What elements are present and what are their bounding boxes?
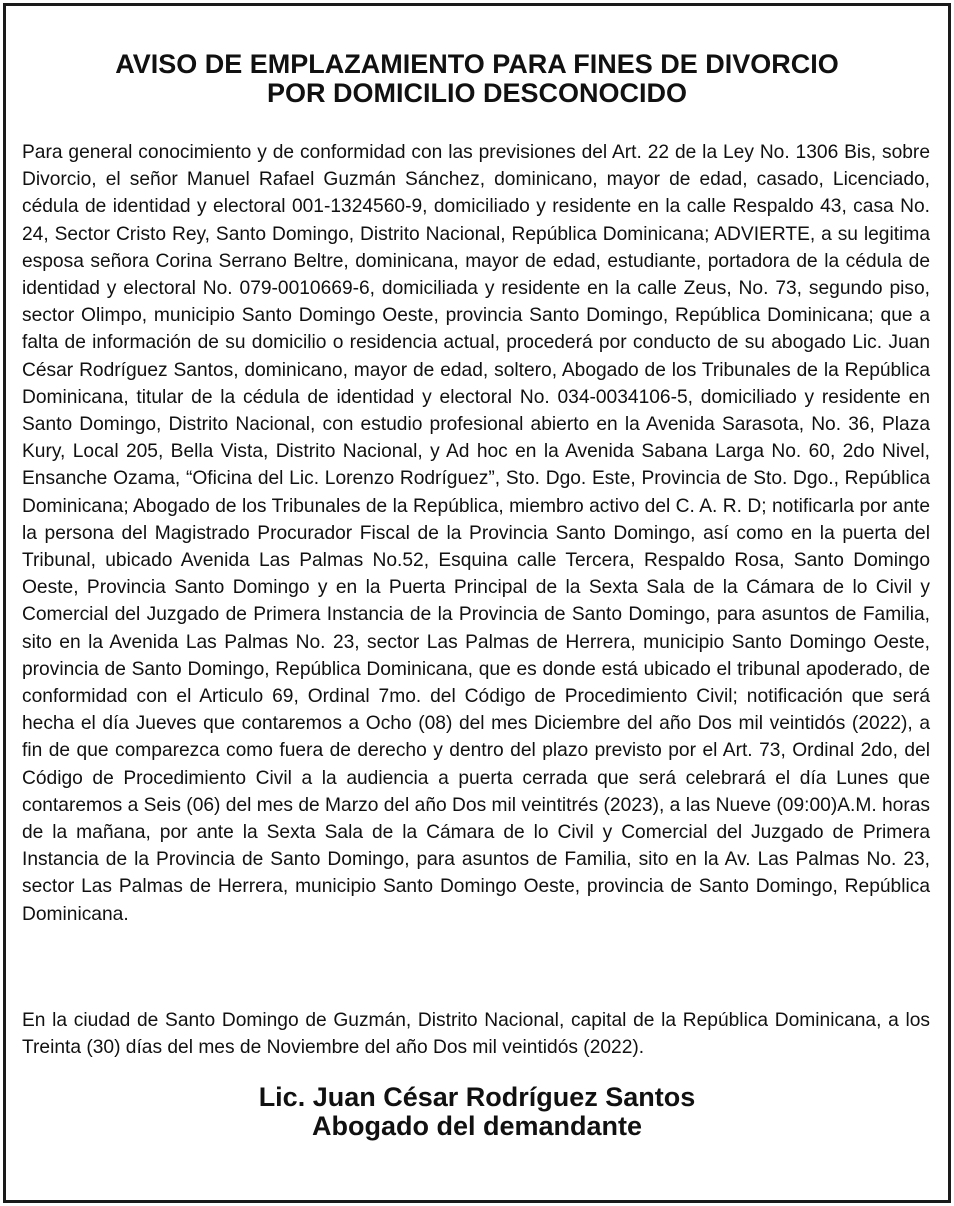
legal-notice — [3, 3, 951, 1203]
signature-name: Lic. Juan César Rodríguez Santos — [258, 1082, 696, 1112]
signature-role: Abogado del demandante — [311, 1111, 643, 1141]
notice-title — [6, 50, 948, 108]
signature-block — [6, 1083, 948, 1141]
notice-title-line-1: AVISO DE EMPLAZAMIENTO PARA FINES DE DIVORCIO — [115, 49, 839, 79]
notice-closing-paragraph: En la ciudad de Santo Domingo de Guzmán, Distrito Nacional, capital de la República Dominicana, a los Treinta (30) días del mes de Noviembre del año Dos mil veintidós (2022). — [22, 1010, 930, 1059]
notice-title-line-2: POR DOMICILIO DESCONOCIDO — [266, 78, 688, 108]
notice-body-paragraph: Para general conocimiento y de conformidad con las previsiones del Art. 22 de la Ley No. 1306 Bis, sobre Divorcio, el señor Manuel Rafael Guzmán Sánchez, dominicano, mayor de edad, casado, Licenciado, cédula de identidad y electoral 001-1324560-9, domiciliado y residente en la calle Respaldo 43, casa No. 24, Sector Cristo Rey, Santo Domingo, Distrito Nacional, República Dominicana; ADVIERTE, a su legitima esposa señora Corina Serrano Beltre, dominicana, mayor de edad, estudiante, portadora de la cédula de identidad y electoral No. 079-0010669-6, domiciliada y residente en la calle Zeus, No. 73, segundo piso, sector Olimpo, municipio Santo Domingo Oeste, provincia Santo Domingo, República Dominicana; que a falta de información de su domicilio o residencia actual, procederá por conducto de su abogado Lic. Juan César Rodríguez Santos, dominicano, mayor de edad, soltero, Abogado de los Tribunales de la República Dominicana, titular de la cédula de identidad y electoral No. 034-0034106-5, domiciliado y residente en Santo Domingo, Distrito Nacional, con estudio profesional abierto en la Avenida Sarasota, No. 36, Plaza Kury, Local 205, Bella Vista, Distrito Nacional, y Ad hoc en la Avenida Sabana Larga No. 60, 2do Nivel, Ensanche Ozama, “Oficina del Lic. Lorenzo Rodríguez”, Sto. Dgo. Este, Provincia de Sto. Dgo., República Dominicana; Abogado de los Tribunales de la República, miembro activo del C. A. R. D; notificarla por ante la persona del Magistrado Procurador Fiscal de la Provincia Santo Domingo, así como en la puerta del Tribunal, ubicado Avenida Las Palmas No.52, Esquina calle Tercera, Respaldo Rosa, Santo Domingo Oeste, Provincia Santo Domingo y en la Puerta Principal de la Sexta Sala de la Cámara de lo Civil y Comercial del Juzgado de Primera Instancia de la Provincia de Santo Domingo, para asuntos de Familia, sito en la Avenida Las Palmas No. 23, sector Las Palmas de Herrera, municipio Santo Domingo Oeste, provincia de Santo Domingo, República Dominicana, que es donde está ubicado el tribunal apoderado, de conformidad con el Articulo 69, Ordinal 7mo. del Código de Procedimiento Civil; notificación que será hecha el día Jueves que contaremos a Ocho (08) del mes Diciembre del año Dos mil veintidós (2022), a fin de que comparezca como fuera de derecho y dentro del plazo previsto por el Art. 73, Ordinal 2do, del Código de Procedimiento Civil a la audiencia a puerta cerrada que será celebrará el día Lunes que contaremos a Seis (06) del mes de Marzo del año Dos mil veintitrés (2023), a las Nueve (09:00)A.M. horas de la mañana, por ante la Sexta Sala de la Cámara de lo Civil y Comercial del Juzgado de Primera Instancia de la Provincia de Santo Domingo, para asuntos de Familia, sito en la Av. Las Palmas No. 23, sector Las Palmas de Herrera, municipio Santo Domingo Oeste, provincia de Santo Domingo, República Dominicana. — [22, 142, 930, 925]
